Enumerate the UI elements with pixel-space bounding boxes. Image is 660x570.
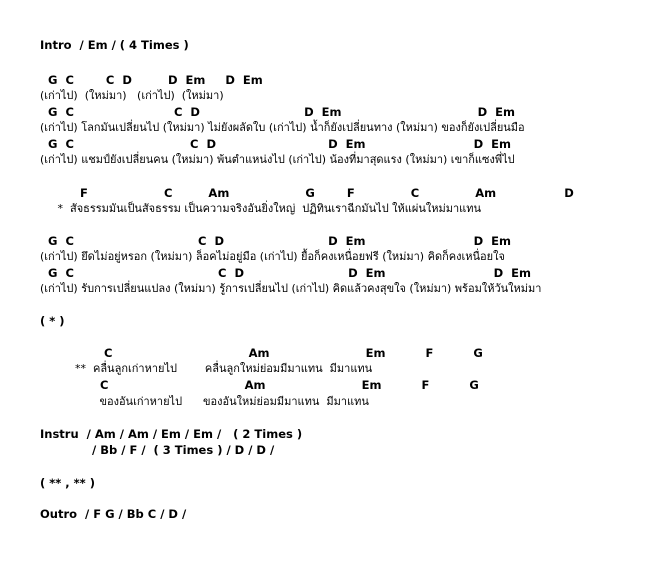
chord-line: G C C D D Em D Em <box>40 234 511 248</box>
lyric-line: (เก่าไป) (ใหม่มา) (เก่าไป) (ใหม่มา) <box>40 89 224 102</box>
lyric-line: * สัจธรรมมันเป็นสัจธรรม เป็นความจริงอันยิ่งใหญ่ ปฏิทินเราฉีกมันไป ให้แผ่นใหม่มาแทน <box>40 202 482 215</box>
chord-line: G C C D D Em D Em <box>40 105 515 119</box>
chord-line: F C Am G F C Am D <box>40 186 574 200</box>
lyric-line: (เก่าไป) แชมป์ยังเปลี่ยนคน (ใหม่มา) พ้นตำแหน่งไป (เก่าไป) น้องที่มาสุดแรง (ใหม่มา) เขาก็แซงพี่ไป <box>40 153 515 166</box>
lyric-line: (เก่าไป) รับการเปลี่ยนแปลง (ใหม่มา) รู้การเปลี่ยนไป (เก่าไป) คิดแล้วคงสุขใจ (ใหม่มา) พร้อมให้วันใหม่มา <box>40 282 542 295</box>
lyric-line: (เก่าไป) โลกมันเปลี่ยนไป (ใหม่มา) ไม่ยังผลัดใบ (เก่าไป) น้ำก็ยังเปลี่ยนทาง (ใหม่มา) ของก็ยังเปลี่ยนมือ <box>40 121 525 134</box>
chord-line: G C C D D Em D Em <box>40 266 531 280</box>
intro-line: Intro / Em / ( 4 Times ) <box>40 38 189 52</box>
chord-line: C Am Em F G <box>40 346 483 360</box>
lyric-line: (เก่าไป) ยึดไม่อยู่หรอก (ใหม่มา) ล็อคไม่อยู่มือ (เก่าไป) ยื้อก็คงเหนื่อยฟรี (ใหม่มา) คิดก็คงเหนื่อยใจ <box>40 250 505 263</box>
lyric-line: ** คลื่นลูกเก่าหายไป คลื่นลูกใหม่ย่อมมีมาแทน มีมาแทน <box>40 362 373 375</box>
chord-line: G C C D D Em D Em <box>40 73 263 87</box>
outro-line: Outro / F G / Bb C / D / <box>40 507 187 521</box>
repeat-marker: ( ** , ** ) <box>40 476 95 490</box>
lyric-line: ของอันเก่าหายไป ของอันใหม่ย่อมมีมาแทน มีมาแทน <box>40 395 369 408</box>
chord-line: G C C D D Em D Em <box>40 137 511 151</box>
instru-line: Instru / Am / Am / Em / Em / ( 2 Times ) <box>40 427 303 441</box>
chord-line: C Am Em F G <box>40 378 479 392</box>
repeat-marker: ( * ) <box>40 314 65 328</box>
instru-line: / Bb / F / ( 3 Times ) / D / D / <box>40 443 275 457</box>
